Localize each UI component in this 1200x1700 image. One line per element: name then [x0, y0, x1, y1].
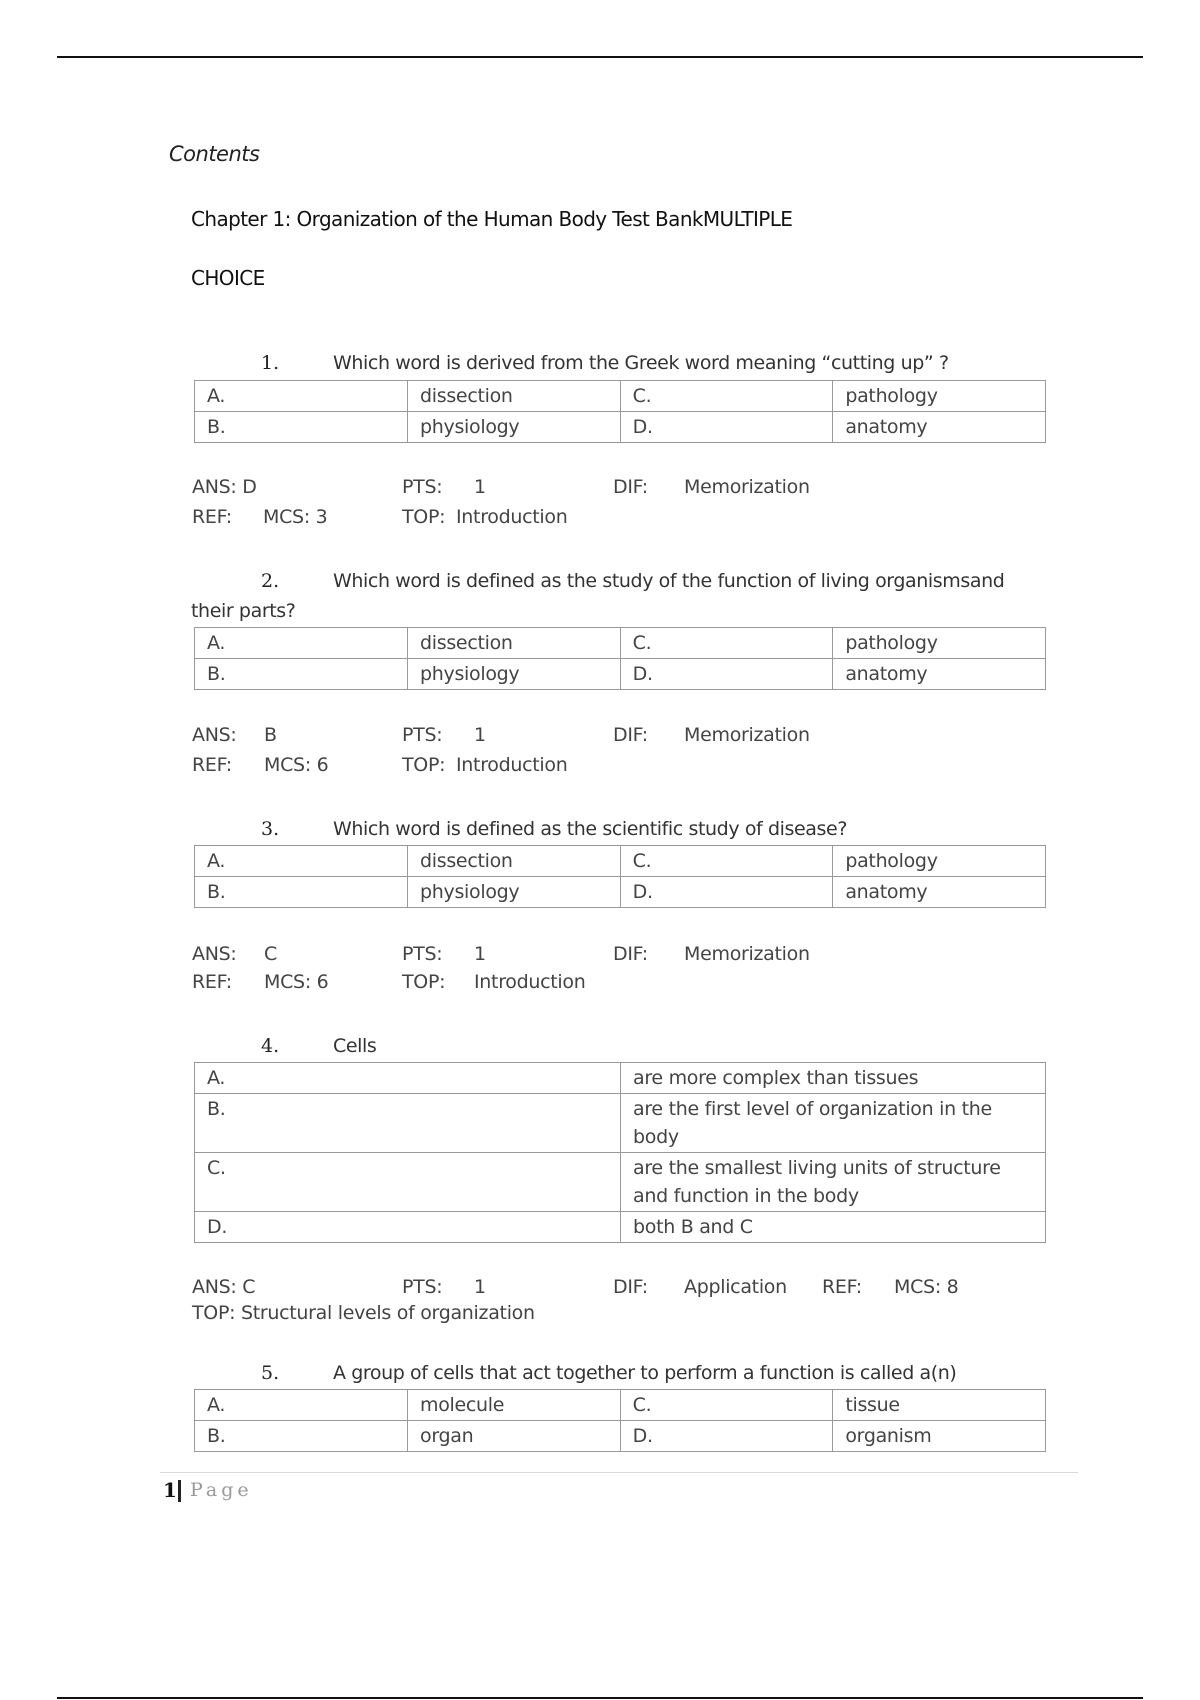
option-answer: dissection [408, 381, 621, 412]
points-label: PTS: [402, 724, 443, 746]
option-answer: physiology [408, 659, 621, 690]
option-answer-line: and function in the body [633, 1185, 859, 1207]
topic-label: TOP: [402, 506, 446, 528]
option-row [195, 846, 1046, 877]
reference-label: REF: [192, 754, 232, 776]
page-label: Page [190, 1479, 253, 1501]
option-answer: dissection [408, 628, 621, 659]
question-5-text: A group of cells that act together to perform a function is called a(n) [333, 1362, 957, 1384]
difficulty-label: DIF: [613, 1276, 648, 1298]
option-answer: anatomy [833, 659, 1046, 690]
answer-key: ANS: D [192, 476, 257, 498]
option-letter: B. [195, 412, 408, 443]
option-answer [621, 1153, 1046, 1212]
option-answer: physiology [408, 877, 621, 908]
reference-label: REF: [192, 506, 232, 528]
option-letter: D. [195, 1212, 621, 1243]
chapter-heading-cont: CHOICE [191, 266, 265, 290]
option-answer-line: are more complex than tissues [633, 1067, 919, 1089]
question-1-options [194, 380, 1046, 443]
answer-label: ANS: [192, 943, 237, 965]
difficulty-label: DIF: [613, 476, 648, 498]
points-label: PTS: [402, 1276, 443, 1298]
option-letter: C. [620, 846, 833, 877]
reference-label: REF: [192, 971, 232, 993]
reference-label: REF: [822, 1276, 862, 1298]
difficulty-value: Memorization [684, 943, 810, 965]
topic-label: TOP: [402, 754, 446, 776]
reference-value: MCS: 3 [263, 506, 328, 528]
question-1-text: Which word is derived from the Greek word meaning “cutting up” ? [333, 352, 949, 374]
topic-value: Introduction [456, 506, 568, 528]
question-3-number: 3. [261, 818, 280, 840]
question-3-options [194, 845, 1046, 908]
question-2-options [194, 627, 1046, 690]
answer-value: B [264, 724, 277, 746]
option-letter: C. [620, 628, 833, 659]
page-number: 1 [163, 1478, 177, 1502]
contents-label: Contents [169, 142, 260, 166]
answer-value: C [264, 943, 277, 965]
bottom-rule [57, 1697, 1143, 1699]
question-3-text: Which word is defined as the scientific study of disease? [333, 818, 848, 840]
option-answer: pathology [833, 628, 1046, 659]
option-letter: D. [620, 877, 833, 908]
option-letter: D. [620, 1421, 833, 1452]
option-row [195, 1390, 1046, 1421]
points-value: 1 [474, 724, 486, 746]
option-answer-line: are the first level of organization in the [633, 1098, 992, 1120]
page-separator [178, 1480, 181, 1502]
difficulty-value: Memorization [684, 724, 810, 746]
option-letter: A. [195, 1390, 408, 1421]
points-value: 1 [474, 476, 486, 498]
option-answer: anatomy [833, 412, 1046, 443]
topic-value: Introduction [456, 754, 568, 776]
option-row [195, 412, 1046, 443]
topic-label: TOP: [402, 971, 446, 993]
option-row [195, 1212, 1046, 1243]
option-answer: organ [408, 1421, 621, 1452]
option-answer: pathology [833, 846, 1046, 877]
question-2-number: 2. [261, 570, 280, 592]
reference-value: MCS: 6 [264, 754, 329, 776]
points-value: 1 [474, 943, 486, 965]
option-answer [621, 1063, 1046, 1094]
option-letter: B. [195, 1094, 621, 1153]
option-row [195, 381, 1046, 412]
option-letter: D. [620, 412, 833, 443]
option-row [195, 1094, 1046, 1153]
option-letter: B. [195, 877, 408, 908]
option-letter: A. [195, 628, 408, 659]
option-answer [621, 1094, 1046, 1153]
footer-rule [160, 1472, 1078, 1473]
option-row [195, 1063, 1046, 1094]
option-answer [621, 1212, 1046, 1243]
reference-value: MCS: 8 [894, 1276, 959, 1298]
question-5-options [194, 1389, 1046, 1452]
points-label: PTS: [402, 943, 443, 965]
answer-label: ANS: [192, 724, 237, 746]
difficulty-value: Memorization [684, 476, 810, 498]
option-answer: pathology [833, 381, 1046, 412]
chapter-heading: Chapter 1: Organization of the Human Body Test BankMULTIPLE [191, 207, 793, 231]
question-4-options [194, 1062, 1046, 1243]
option-letter: B. [195, 1421, 408, 1452]
option-row [195, 1421, 1046, 1452]
topic-value: Introduction [474, 971, 586, 993]
option-letter: C. [195, 1153, 621, 1212]
topic: TOP: Structural levels of organization [192, 1302, 535, 1324]
option-row [195, 628, 1046, 659]
option-row [195, 659, 1046, 690]
option-answer-line: body [633, 1126, 679, 1148]
question-2-text-cont: their parts? [191, 600, 296, 622]
option-letter: A. [195, 381, 408, 412]
option-letter: D. [620, 659, 833, 690]
option-row [195, 877, 1046, 908]
option-answer: molecule [408, 1390, 621, 1421]
question-4-text: Cells [333, 1035, 377, 1057]
option-answer: dissection [408, 846, 621, 877]
option-answer: anatomy [833, 877, 1046, 908]
question-1-number: 1. [261, 352, 280, 374]
difficulty-label: DIF: [613, 724, 648, 746]
option-answer-line: are the smallest living units of structure [633, 1157, 1001, 1179]
question-2-text: Which word is defined as the study of the function of living organismsand [333, 570, 1005, 592]
reference-value: MCS: 6 [264, 971, 329, 993]
points-label: PTS: [402, 476, 443, 498]
answer-key: ANS: C [192, 1276, 256, 1298]
option-answer: tissue [833, 1390, 1046, 1421]
top-rule [57, 56, 1143, 58]
option-letter: A. [195, 846, 408, 877]
option-answer: organism [833, 1421, 1046, 1452]
question-5-number: 5. [261, 1362, 280, 1384]
option-row [195, 1153, 1046, 1212]
option-answer-line: both B and C [633, 1216, 753, 1238]
option-letter: B. [195, 659, 408, 690]
difficulty-value: Application [684, 1276, 787, 1298]
option-letter: C. [620, 1390, 833, 1421]
difficulty-label: DIF: [613, 943, 648, 965]
option-letter: A. [195, 1063, 621, 1094]
option-answer: physiology [408, 412, 621, 443]
option-letter: C. [620, 381, 833, 412]
question-4-number: 4. [261, 1035, 280, 1057]
points-value: 1 [474, 1276, 486, 1298]
